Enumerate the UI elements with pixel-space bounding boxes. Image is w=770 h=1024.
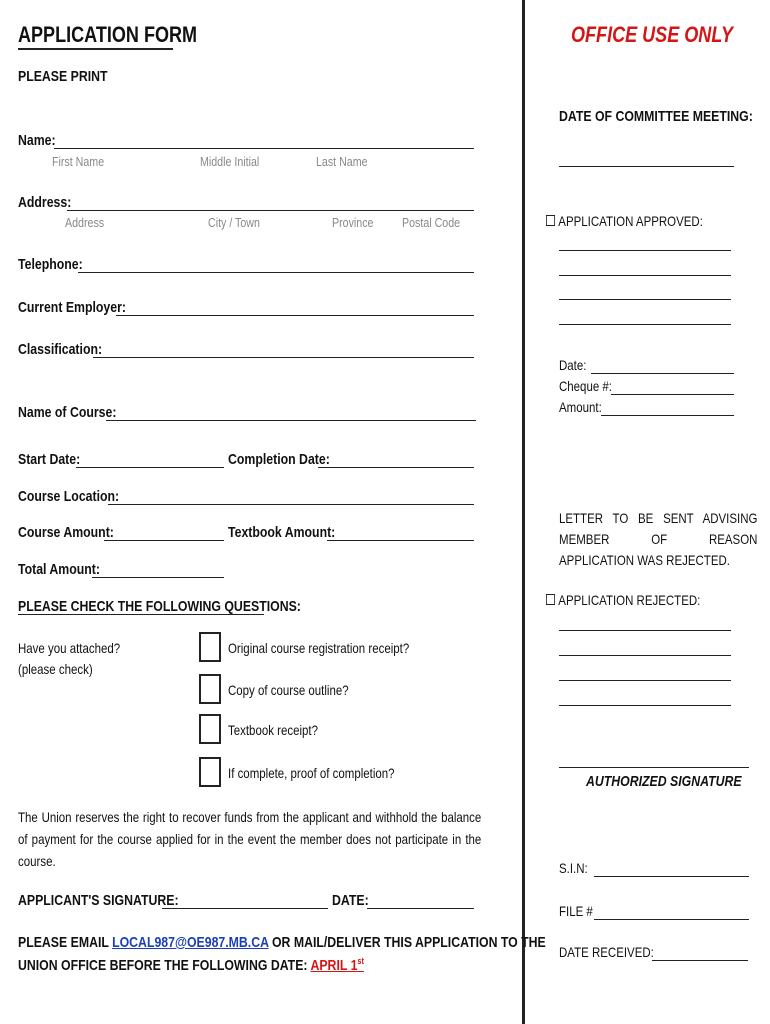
classification-field[interactable] — [93, 357, 474, 358]
first-name-caption-text: First Name — [52, 154, 105, 169]
completion-date-label-text: Completion Date: — [228, 451, 330, 468]
rejection-letter-note: LETTER TO BE SENT ADVISING MEMBER OF REASON APPLICATION WAS REJECTED. — [559, 510, 758, 568]
rejected-label-text — [546, 592, 700, 608]
deadline-suffix: st — [357, 956, 364, 966]
questions-heading — [18, 598, 363, 615]
applicant-date-label-text: DATE: — [332, 892, 369, 909]
completion-date-field[interactable] — [318, 467, 474, 468]
classification-label-text: Classification: — [18, 341, 103, 358]
sin-field[interactable] — [594, 876, 749, 877]
textbook-amount-label-text: Textbook Amount: — [228, 524, 336, 541]
authorized-signature-label — [586, 773, 770, 790]
telephone-label-text: Telephone: — [18, 256, 83, 273]
amount-field[interactable] — [601, 415, 734, 416]
authorized-signature-label-text: AUTHORIZED SIGNATURE — [586, 773, 742, 790]
column-divider — [522, 0, 525, 1024]
deadline-date-text: APRIL 1 — [310, 957, 358, 974]
deadline-date — [310, 957, 364, 974]
course-location-label — [18, 488, 141, 505]
approved-text: APPLICATION APPROVED: — [558, 213, 703, 229]
telephone-field[interactable] — [78, 272, 474, 273]
city-caption-text: City / Town — [208, 215, 260, 230]
province-caption-text: Province — [332, 215, 374, 230]
date-received-label-text: DATE RECEIVED: — [559, 944, 654, 960]
office-use-heading-text: OFFICE USE ONLY — [571, 22, 734, 47]
file-label-text: FILE # — [559, 903, 593, 919]
textbook-receipt-label — [228, 722, 338, 738]
committee-meeting-label-text: DATE OF COMMITTEE MEETING: — [559, 108, 753, 125]
submission-instruction-line2-text — [18, 956, 364, 974]
rejected-line-4[interactable] — [559, 705, 731, 706]
start-date-label-text: Start Date: — [18, 451, 81, 468]
course-amount-label-text: Course Amount: — [18, 524, 114, 541]
office-use-heading — [571, 22, 769, 48]
applicant-date-field[interactable] — [367, 908, 474, 909]
rejected-line-1[interactable] — [559, 630, 731, 631]
attached-hint-text: (please check) — [18, 661, 93, 677]
attached-question — [18, 640, 143, 656]
applicant-signature-field[interactable] — [162, 908, 328, 909]
cheque-field[interactable] — [611, 394, 734, 395]
total-amount-label-text: Total Amount: — [18, 561, 100, 578]
disclaimer-text: The Union reserves the right to recover funds from the applicant and withhold the balance of payment for the course applied for in the event the member does not participate in the course. — [18, 809, 482, 869]
total-amount-label — [18, 561, 118, 578]
please-print — [18, 68, 127, 85]
sin-label-text: S.I.N: — [559, 860, 588, 876]
approved-line-4[interactable] — [559, 324, 731, 325]
authorized-signature-field[interactable] — [559, 767, 749, 768]
approved-label — [546, 213, 737, 229]
mail-deliver-text: OR MAIL/DELIVER THIS APPLICATION TO THE — [271, 934, 546, 951]
rejected-line-2[interactable] — [559, 655, 731, 656]
attached-hint — [18, 661, 109, 677]
city-caption — [208, 215, 271, 230]
course-name-label-text: Name of Course: — [18, 404, 117, 421]
applicant-signature-label — [18, 892, 214, 909]
submission-instruction-line2 — [18, 956, 440, 974]
total-amount-field[interactable] — [92, 577, 224, 578]
title-underline — [18, 48, 173, 50]
approved-line-1[interactable] — [559, 250, 731, 251]
course-amount-label — [18, 524, 135, 541]
textbook-receipt-label-text: Textbook receipt? — [228, 722, 318, 738]
file-label — [559, 903, 600, 919]
course-name-label — [18, 404, 138, 421]
office-date-field[interactable] — [591, 373, 734, 374]
amount-label — [559, 399, 611, 415]
approved-line-3[interactable] — [559, 299, 731, 300]
proof-completion-checkbox[interactable] — [199, 757, 221, 787]
registration-receipt-label-text: Original course registration receipt? — [228, 640, 410, 656]
questions-heading-text: PLEASE CHECK THE FOLLOWING QUESTIONS: — [18, 598, 301, 615]
course-name-field[interactable] — [106, 420, 476, 421]
last-name-caption-text: Last Name — [316, 154, 368, 169]
name-label-text: Name: — [18, 132, 56, 149]
rejected-line-3[interactable] — [559, 680, 731, 681]
start-date-field[interactable] — [76, 467, 224, 468]
name-label — [18, 132, 64, 149]
course-outline-label-text: Copy of course outline? — [228, 682, 349, 698]
registration-receipt-checkbox[interactable] — [199, 632, 221, 662]
address-label — [18, 194, 83, 211]
rejected-checkbox[interactable] — [546, 594, 555, 605]
approved-label-text — [546, 213, 703, 229]
committee-meeting-label — [559, 108, 770, 125]
middle-initial-caption — [200, 154, 272, 169]
middle-initial-caption-text: Middle Initial — [200, 154, 260, 169]
registration-receipt-label — [228, 640, 449, 656]
course-outline-checkbox[interactable] — [199, 674, 221, 704]
applicant-date-label — [332, 892, 377, 909]
province-caption — [332, 215, 383, 230]
committee-meeting-field[interactable] — [559, 166, 734, 167]
approved-checkbox[interactable] — [546, 215, 555, 226]
address-field[interactable] — [67, 210, 474, 211]
questions-heading-underline — [18, 614, 264, 615]
employer-field[interactable] — [116, 315, 474, 316]
sin-label — [559, 860, 594, 876]
classification-label — [18, 341, 121, 358]
rejected-text: APPLICATION REJECTED: — [558, 592, 701, 608]
postal-code-caption — [402, 215, 473, 230]
course-amount-field[interactable] — [104, 540, 224, 541]
last-name-caption — [316, 154, 379, 169]
address-label-text: Address: — [18, 194, 72, 211]
cheque-label — [559, 378, 624, 394]
completion-date-label — [228, 451, 352, 468]
amount-label-text: Amount: — [559, 399, 602, 415]
office-date-label — [559, 357, 592, 373]
email-link[interactable]: LOCAL987@OE987.MB.CA — [112, 934, 269, 951]
proof-completion-label-text: If complete, proof of completion? — [228, 765, 395, 781]
form-title-text: APPLICATION FORM — [18, 22, 198, 47]
telephone-label — [18, 256, 97, 273]
employer-label-text: Current Employer: — [18, 299, 126, 316]
approved-line-2[interactable] — [559, 275, 731, 276]
email-prefix: PLEASE EMAIL — [18, 934, 109, 951]
please-print-text: PLEASE PRINT — [18, 68, 108, 85]
proof-completion-label — [228, 765, 431, 781]
start-date-label — [18, 451, 94, 468]
street-caption — [65, 215, 113, 230]
date-received-label — [559, 944, 675, 960]
postal-code-caption-text: Postal Code — [402, 215, 461, 230]
applicant-signature-label-text: APPLICANT'S SIGNATURE: — [18, 892, 179, 909]
deadline-intro: UNION OFFICE BEFORE THE FOLLOWING DATE: — [18, 957, 308, 974]
name-field[interactable] — [54, 148, 474, 149]
submission-instruction-line1-text — [18, 934, 546, 951]
course-location-label-text: Course Location: — [18, 488, 120, 505]
course-location-field[interactable] — [108, 504, 474, 505]
textbook-receipt-checkbox[interactable] — [199, 714, 221, 744]
street-caption-text: Address — [65, 215, 105, 230]
cheque-label-text: Cheque #: — [559, 378, 612, 394]
textbook-amount-field[interactable] — [327, 540, 474, 541]
file-field[interactable] — [594, 919, 749, 920]
course-outline-label — [228, 682, 375, 698]
form-title — [18, 22, 236, 48]
employer-label — [18, 299, 150, 316]
office-date-label-text: Date: — [559, 357, 587, 373]
first-name-caption — [52, 154, 116, 169]
date-received-field[interactable] — [652, 960, 748, 961]
textbook-amount-label — [228, 524, 359, 541]
rejected-label — [546, 592, 734, 608]
attached-question-text: Have you attached? — [18, 640, 121, 656]
